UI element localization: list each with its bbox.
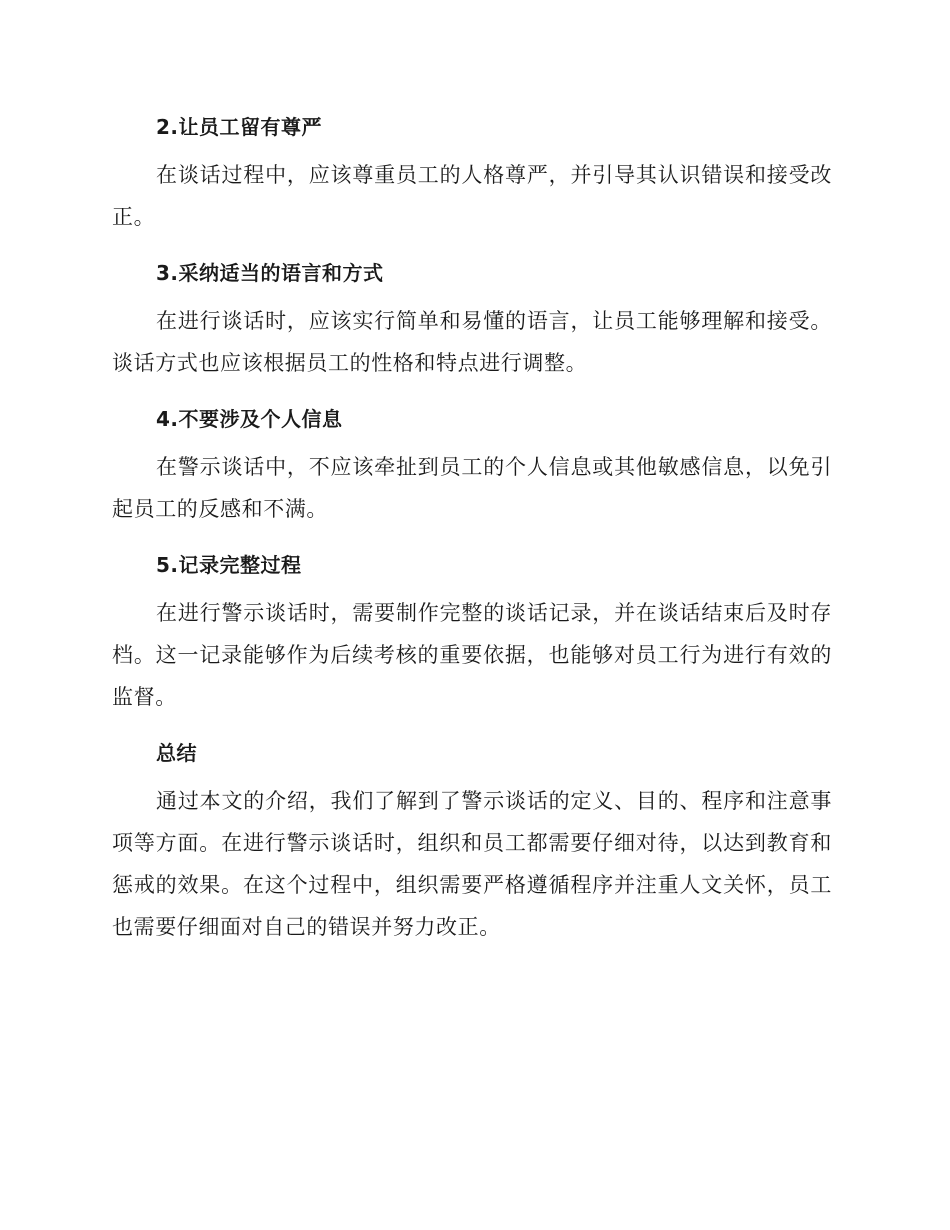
- section-heading-2: 2.让员工留有尊严: [156, 115, 323, 139]
- section-heading-4: 4.不要涉及个人信息: [156, 407, 343, 431]
- document-content: [112, 106, 832, 962]
- section-body-5: 在进行警示谈话时，需要制作完整的谈话记录，并在谈话结束后及时存档。这一记录能够作为后续考核的重要依据，也能够对员工行为进行有效的监督。: [112, 601, 832, 709]
- section-heading-3: 3.采纳适当的语言和方式: [156, 261, 384, 285]
- section-body-3: 在进行谈话时，应该实行简单和易懂的语言，让员工能够理解和接受。谈话方式也应该根据员工的性格和特点进行调整。: [112, 309, 832, 375]
- section-body-4: 在警示谈话中，不应该牵扯到员工的个人信息或其他敏感信息，以免引起员工的反感和不满。: [112, 455, 832, 521]
- section-heading-5: 5.记录完整过程: [156, 553, 302, 577]
- summary-body: 通过本文的介绍，我们了解到了警示谈话的定义、目的、程序和注意事项等方面。在进行警示谈话时，组织和员工都需要仔细对待，以达到教育和惩戒的效果。在这个过程中，组织需要严格遵循程序并注重人文关怀，员工也需要仔细面对自己的错误并努力改正。: [112, 789, 832, 939]
- summary-heading: 总结: [156, 741, 197, 765]
- section-body-2: 在谈话过程中，应该尊重员工的人格尊严，并引导其认识错误和接受改正。: [112, 163, 832, 229]
